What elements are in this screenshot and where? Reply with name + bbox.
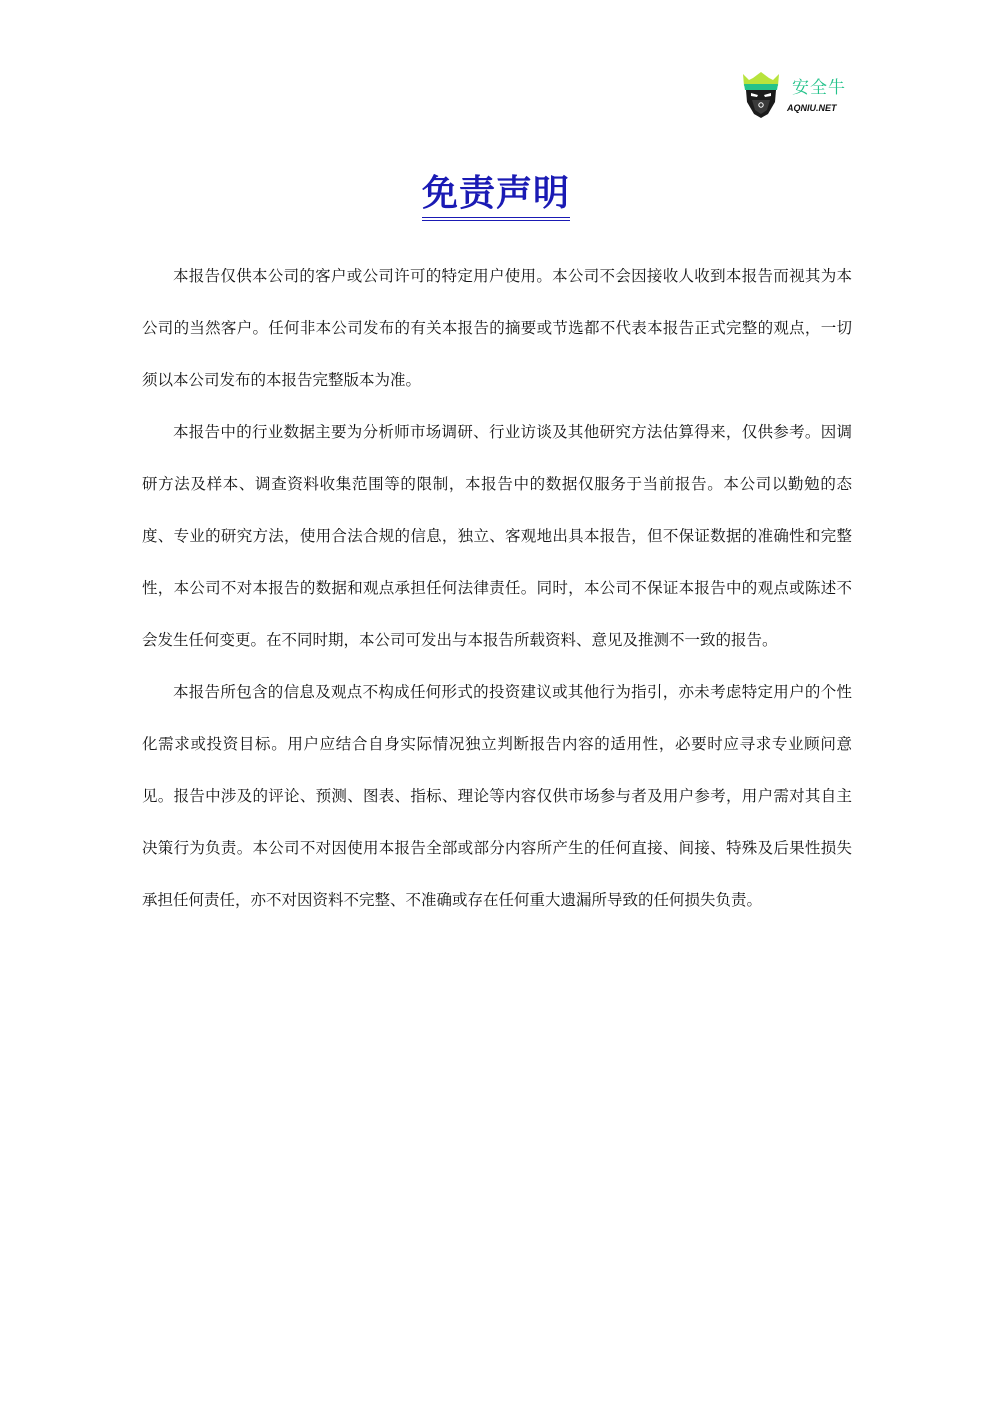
disclaimer-body bbox=[142, 250, 852, 926]
disclaimer-paragraph-2: 本报告中的行业数据主要为分析师市场调研、行业访谈及其他研究方法估算得来，仅供参考。因调研方法及样本、调查资料收集范围等的限制，本报告中的数据仅服务于当前报告。本公司以勤勉的态度、专业的研究方法，使用合法合规的信息，独立、客观地出具本报告，但不保证数据的准确性和完整性，本公司不对本报告的数据和观点承担任何法律责任。同时，本公司不保证本报告中的观点或陈述不会发生任何变更。在不同时期，本公司可发出与本报告所载资料、意见及推测不一致的报告。 bbox=[142, 423, 852, 649]
aqniu-logo bbox=[740, 68, 860, 120]
logo-chinese-text: 安全牛 bbox=[792, 78, 846, 98]
disclaimer-paragraph-3: 本报告所包含的信息及观点不构成任何形式的投资建议或其他行为指引，亦未考虑特定用户的个性化需求或投资目标。用户应结合自身实际情况独立判断报告内容的适用性，必要时应寻求专业顾问意见。报告中涉及的评论、预测、图表、指标、理论等内容仅供市场参与者及用户参考，用户需对其自主决策行为负责。本公司不对因使用本报告全部或部分内容所产生的任何直接、间接、特殊及后果性损失承担任何责任，亦不对因资料不完整、不准确或存在任何重大遗漏所导致的任何损失负责。 bbox=[142, 683, 852, 909]
page-title bbox=[0, 172, 992, 221]
logo-english-text: AQNIU.NET bbox=[787, 103, 837, 113]
aqniu-bull-icon bbox=[740, 68, 782, 120]
disclaimer-paragraph-1: 本报告仅供本公司的客户或公司许可的特定用户使用。本公司不会因接收人收到本报告而视其为本公司的当然客户。任何非本公司发布的有关本报告的摘要或节选都不代表本报告正式完整的观点，一切须以本公司发布的本报告完整版本为准。 bbox=[142, 267, 852, 389]
page-title-text: 免责声明 bbox=[422, 172, 570, 221]
